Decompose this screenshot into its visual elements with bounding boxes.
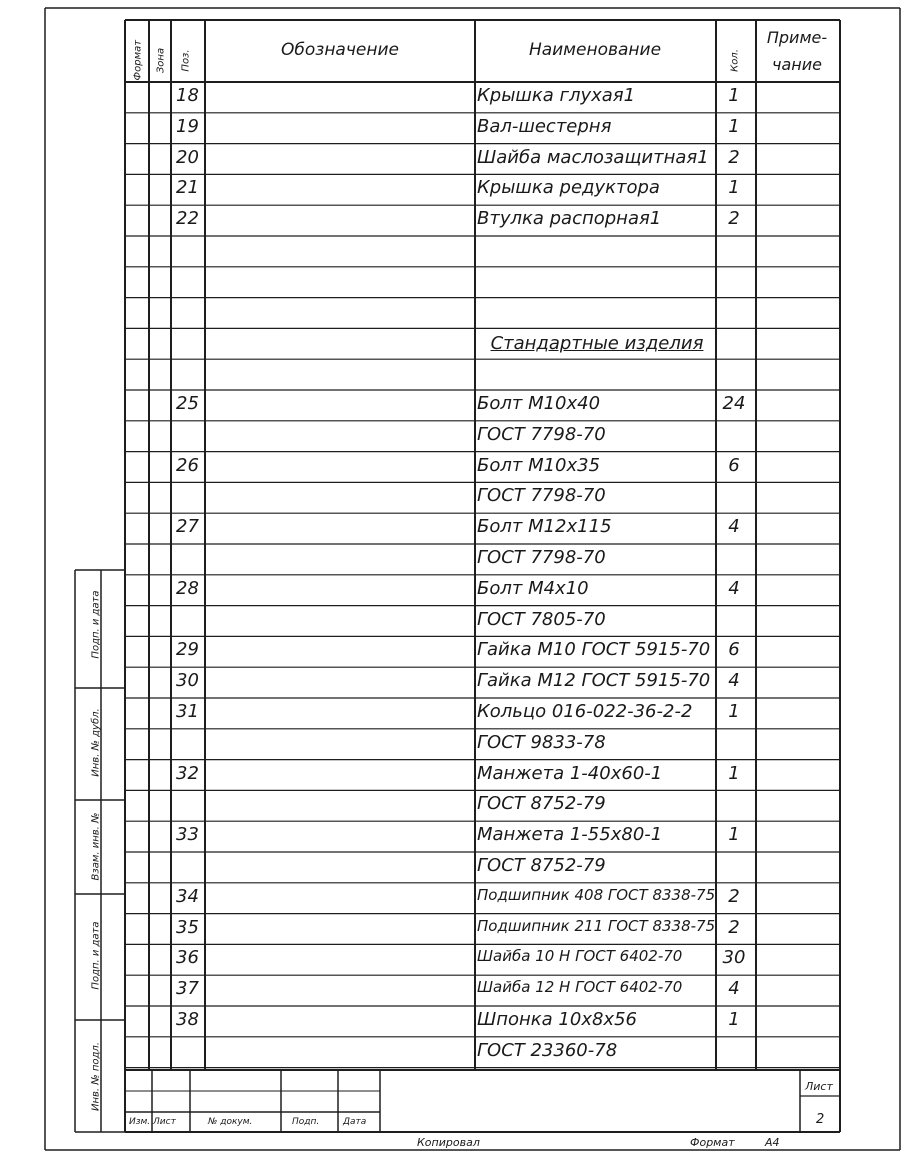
row-qty: 6: [728, 454, 740, 476]
section-title: Стандартные изделия: [490, 333, 704, 355]
header-note-line1: Приме-: [766, 28, 828, 47]
row-pos: 36: [176, 947, 199, 969]
row-name: Шайба 12 Н ГОСТ 6402-70: [477, 978, 683, 997]
row-pos: 33: [176, 824, 199, 846]
row-pos: 26: [176, 454, 199, 476]
header-note-line2: чание: [772, 55, 822, 74]
row-qty: 2: [728, 885, 740, 907]
header-name: Наименование: [528, 40, 662, 60]
row-pos: 32: [176, 762, 199, 784]
footer-copied: Копировал: [417, 1136, 480, 1149]
row-pos: 27: [176, 516, 199, 538]
row-pos: 34: [176, 885, 199, 907]
footer-format-label: Формат: [690, 1136, 735, 1149]
side-stamp-label: Инв. № дубл.: [90, 708, 102, 777]
row-pos: 22: [176, 208, 199, 230]
row-name: Болт М10х40: [477, 393, 601, 414]
row-qty: 1: [728, 762, 740, 784]
row-name: Подшипник 211 ГОСТ 8338-75: [477, 916, 716, 935]
row-pos: 28: [176, 577, 199, 599]
footer-format-value: А4: [765, 1136, 780, 1149]
row-pos: 25: [176, 393, 199, 414]
row-qty: 4: [728, 670, 740, 692]
row-qty: 1: [728, 85, 740, 106]
row-pos: 31: [176, 701, 199, 722]
row-qty: 4: [728, 577, 740, 599]
row-qty: 1: [728, 177, 740, 199]
title-date: Дата: [343, 1117, 367, 1127]
side-stamp-label: Инв. № подл.: [90, 1042, 102, 1111]
row-name: Манжета 1-55х80-1: [477, 824, 663, 846]
row-name: ГОСТ 9833-78: [477, 731, 606, 753]
title-doc-no: № докум.: [208, 1117, 253, 1127]
side-stamp-label: Взам. инв. №: [90, 812, 102, 881]
row-qty: 30: [722, 947, 746, 969]
row-name: Гайка М10 ГОСТ 5915-70: [477, 639, 711, 661]
row-name: Подшипник 408 ГОСТ 8338-75: [477, 885, 716, 904]
row-name: ГОСТ 7798-70: [477, 485, 606, 507]
row-pos: 30: [176, 670, 199, 692]
row-name: ГОСТ 8752-79: [477, 855, 606, 876]
row-name: Шпонка 10х8х56: [477, 1009, 637, 1030]
row-pos: 18: [176, 85, 199, 106]
row-qty: 1: [728, 115, 740, 137]
header-format: Формат: [132, 39, 144, 81]
row-qty: 24: [722, 393, 746, 414]
title-list: Лист: [153, 1117, 176, 1127]
row-name: Втулка распорная1: [477, 208, 662, 230]
row-name: Болт М10х35: [477, 454, 601, 476]
row-name: Манжета 1-40х60-1: [477, 762, 663, 784]
header-designation: Обозначение: [281, 40, 399, 60]
row-name: Вал-шестерня: [477, 115, 612, 137]
header-zone: Зона: [155, 47, 167, 74]
side-stamp-label: Подп. и дата: [90, 590, 102, 659]
row-name: Крышка глухая1: [477, 85, 636, 106]
header-pos: Поз.: [180, 49, 192, 72]
row-pos: 37: [176, 978, 199, 1000]
row-qty: 4: [728, 516, 740, 538]
row-name: Крышка редуктора: [477, 177, 660, 199]
title-sheet-label: Лист: [805, 1080, 833, 1093]
row-name: ГОСТ 23360-78: [477, 1039, 618, 1061]
row-pos: 29: [176, 639, 199, 661]
row-name: Болт М4х10: [477, 577, 589, 599]
row-pos: 20: [176, 146, 199, 168]
row-name: Шайба маслозащитная1: [477, 146, 709, 168]
row-qty: 2: [728, 208, 740, 230]
title-sign: Подп.: [292, 1117, 320, 1127]
row-pos: 38: [176, 1009, 199, 1030]
title-izm: Изм.: [129, 1117, 151, 1127]
header-qty: Кол.: [729, 49, 741, 72]
row-qty: 1: [728, 1009, 740, 1030]
side-stamp-label: Подп. и дата: [90, 921, 102, 990]
row-name: ГОСТ 7805-70: [477, 608, 606, 630]
row-qty: 1: [728, 701, 740, 722]
row-qty: 1: [728, 824, 740, 846]
row-pos: 21: [176, 177, 199, 199]
row-qty: 4: [728, 978, 740, 1000]
row-name: Шайба 10 Н ГОСТ 6402-70: [477, 947, 683, 966]
row-name: ГОСТ 8752-79: [477, 793, 606, 815]
row-name: ГОСТ 7798-70: [477, 423, 606, 445]
row-name: ГОСТ 7798-70: [477, 547, 606, 568]
row-pos: 35: [176, 916, 199, 938]
row-name: Гайка М12 ГОСТ 5915-70: [477, 670, 711, 692]
row-qty: 2: [728, 916, 740, 938]
title-sheet-number: 2: [816, 1112, 825, 1127]
row-pos: 19: [176, 115, 199, 137]
row-qty: 6: [728, 639, 740, 661]
row-name: Кольцо 016-022-36-2-2: [477, 701, 693, 722]
row-qty: 2: [728, 146, 740, 168]
row-name: Болт М12х115: [477, 516, 612, 538]
